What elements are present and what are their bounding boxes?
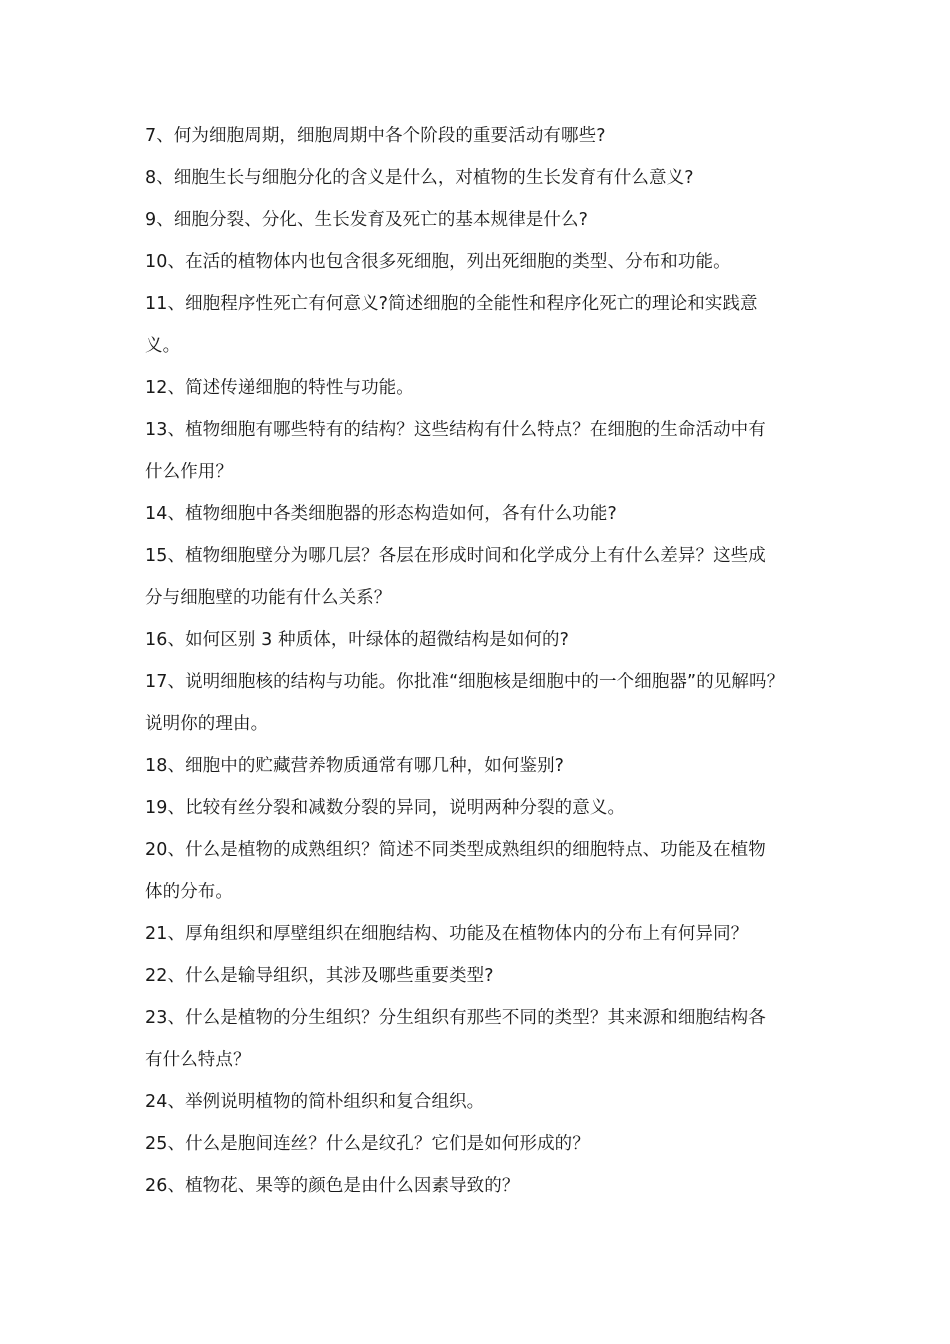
- question-7: 7、何为细胞周期，细胞周期中各个阶段的重要活动有哪些?: [145, 126, 606, 146]
- question-13-continued: 什么作用？: [145, 462, 233, 482]
- question-22: 22、什么是输导组织，其涉及哪些重要类型?: [145, 966, 494, 986]
- question-19: 19、比较有丝分裂和减数分裂的异同，说明两种分裂的意义。: [145, 798, 626, 818]
- question-8: 8、细胞生长与细胞分化的含义是什么，对植物的生长发育有什么意义?: [145, 168, 694, 188]
- question-24: 24、举例说明植物的简朴组织和复合组织。: [145, 1092, 485, 1112]
- question-list: [145, 115, 845, 1207]
- question-23-continued: 有什么特点？: [145, 1050, 251, 1070]
- question-18: 18、细胞中的贮藏营养物质通常有哪几种，如何鉴别?: [145, 756, 565, 776]
- question-15: 15、植物细胞壁分为哪几层？各层在形成时间和化学成分上有什么差异？这些成: [145, 546, 766, 566]
- question-15-continued: 分与细胞壁的功能有什么关系？: [145, 588, 392, 608]
- question-20: 20、什么是植物的成熟组织？简述不同类型成熟组织的细胞特点、功能及在植物: [145, 840, 766, 860]
- question-20-continued: 体的分布。: [145, 882, 233, 902]
- question-26: 26、植物花、果等的颜色是由什么因素导致的？: [145, 1176, 520, 1196]
- question-9: 9、细胞分裂、分化、生长发育及死亡的基本规律是什么?: [145, 210, 589, 230]
- question-17-continued: 说明你的理由。: [145, 714, 269, 734]
- question-10: 10、在活的植物体内也包含很多死细胞，列出死细胞的类型、分布和功能。: [145, 252, 731, 272]
- question-12: 12、简述传递细胞的特性与功能。: [145, 378, 414, 398]
- question-11-continued: 义。: [145, 336, 181, 356]
- question-13: 13、植物细胞有哪些特有的结构？这些结构有什么特点？在细胞的生命活动中有: [145, 420, 766, 440]
- question-17: 17、说明细胞核的结构与功能。你批准“细胞核是细胞中的一个细胞器”的见解吗？: [145, 672, 785, 692]
- question-11: 11、细胞程序性死亡有何意义?简述细胞的全能性和程序化死亡的理论和实践意: [145, 294, 758, 314]
- question-23: 23、什么是植物的分生组织？分生组织有那些不同的类型？其来源和细胞结构各: [145, 1008, 766, 1028]
- question-14: 14、植物细胞中各类细胞器的形态构造如何，各有什么功能?: [145, 504, 617, 524]
- question-16: 16、如何区别 3 种质体，叶绿体的超微结构是如何的?: [145, 630, 570, 650]
- question-21: 21、厚角组织和厚壁组织在细胞结构、功能及在植物体内的分布上有何异同？: [145, 924, 749, 944]
- question-25: 25、什么是胞间连丝？什么是纹孔？它们是如何形成的？: [145, 1134, 590, 1154]
